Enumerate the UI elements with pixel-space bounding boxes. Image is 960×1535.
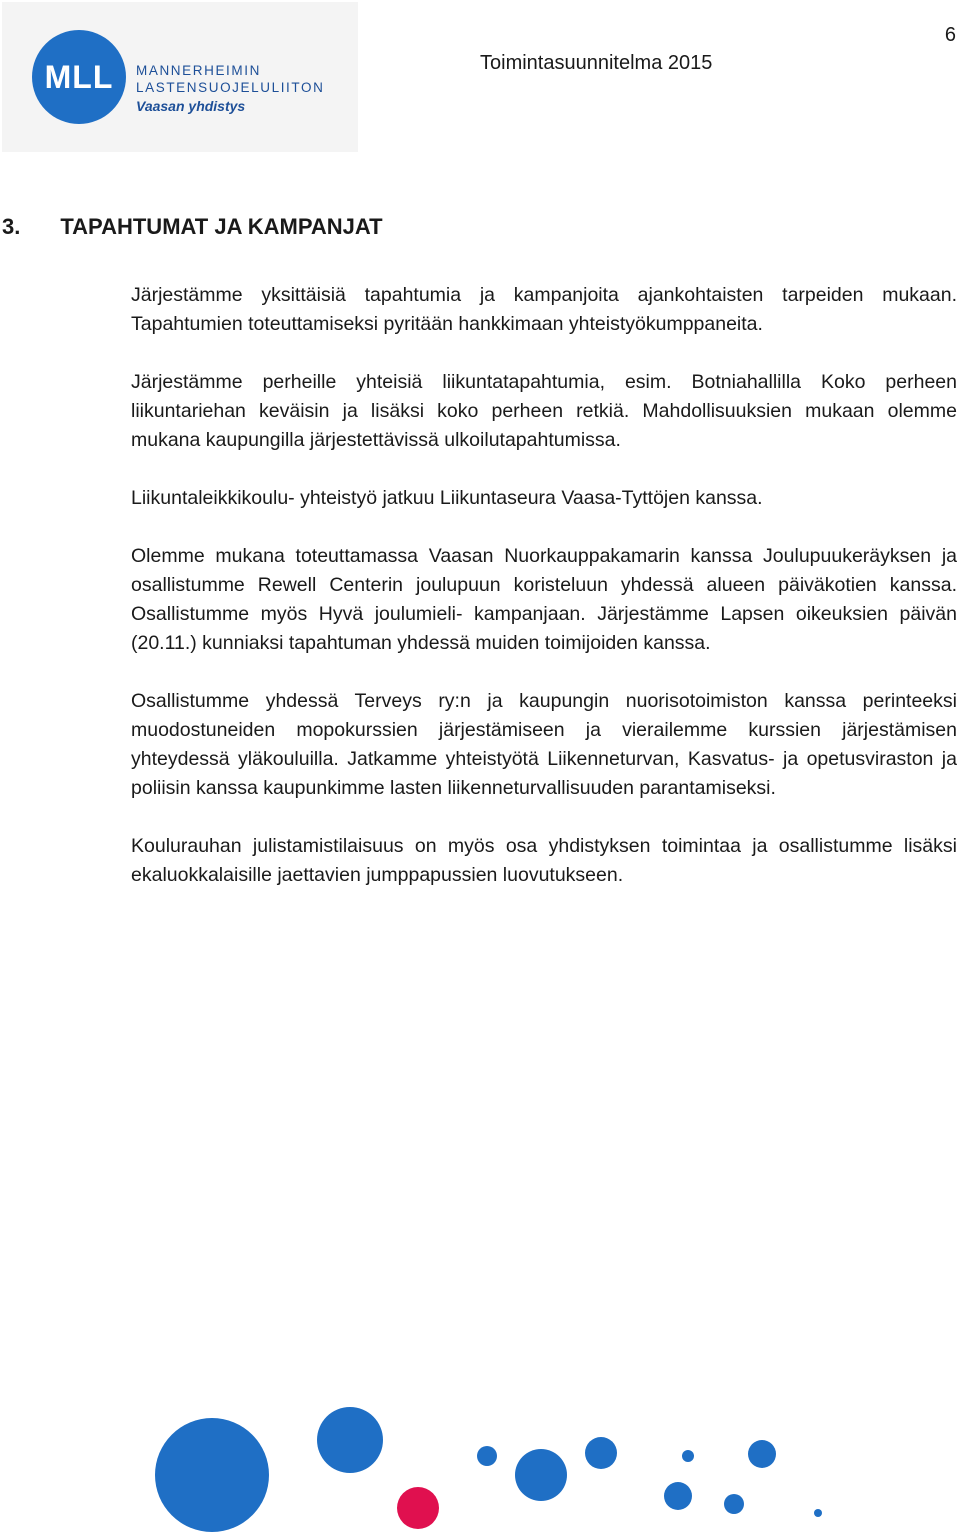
logo-line-1: MANNERHEIMIN	[136, 63, 261, 78]
logo-line-3: Vaasan yhdistys	[136, 98, 246, 114]
paragraph: Koulurauhan julistamistilaisuus on myös osa yhdistyksen toimintaa ja osallistumme lisäksi ekaluokkalaisille jaettavien jumppapussien luovutukseen.	[131, 835, 957, 886]
decorative-dot	[585, 1437, 617, 1469]
decorative-dot	[155, 1418, 269, 1532]
decorative-dot	[682, 1450, 694, 1462]
decorative-dot	[477, 1446, 497, 1466]
body-text	[131, 281, 957, 919]
logo-line-2: LASTENSUOJELULIITON	[136, 80, 325, 95]
page-number: 6	[944, 24, 956, 46]
paragraph: Liikuntaleikkikoulu- yhteistyö jatkuu Liikuntaseura Vaasa-Tyttöjen kanssa.	[131, 487, 763, 509]
organization-logo	[2, 2, 358, 152]
logo-wordmark	[136, 62, 324, 115]
paragraph: Osallistumme yhdessä Terveys ry:n ja kaupungin nuorisotoimiston kanssa perinteeksi muodostuneiden mopokurssien järjestämiseen ja vierailemme kurssien järjestämisen yhteydessä yläkouluilla. Jatkamme yhteistyötä Liikenneturvan, Kasvatus- ja opetusviraston ja poliisin kanssa kaupunkimme lasten liikenneturvallisuuden parantamiseksi.	[131, 690, 957, 799]
mll-logo-mark	[32, 30, 126, 124]
paragraph: Järjestämme yksittäisiä tapahtumia ja kampanjoita ajankohtaisten tarpeiden mukaan. Tapahtumien toteuttamiseksi pyritään hankkimaan yhteistyökumppaneita.	[131, 284, 957, 335]
decorative-dot	[814, 1509, 822, 1517]
document-title: Toimintasuunnitelma 2015	[480, 52, 713, 74]
decorative-dots	[0, 1390, 960, 1535]
decorative-dot	[317, 1407, 383, 1473]
decorative-dot	[664, 1482, 692, 1510]
decorative-dot	[397, 1487, 439, 1529]
paragraph: Olemme mukana toteuttamassa Vaasan Nuorkauppakamarin kanssa Joulupuukeräyksen ja osallistumme Rewell Centerin joulupuun koristeluun yhdessä alueen päiväkotien kanssa. Osallistumme myös Hyvä joulumieli- kampanjaan. Järjestämme Lapsen oikeuksien päivän (20.11.) kunniaksi tapahtuman yhdessä muiden toimijoiden kanssa.	[131, 545, 957, 654]
decorative-dot	[748, 1440, 776, 1468]
section-title: TAPAHTUMAT JA KAMPANJAT	[60, 214, 383, 239]
logo-mark-text: MLL	[44, 58, 114, 95]
decorative-dot	[724, 1494, 744, 1514]
decorative-dot	[515, 1449, 567, 1501]
paragraph: Järjestämme perheille yhteisiä liikuntatapahtumia, esim. Botniahallilla Koko perheen liikuntariehan keväisin ja lisäksi koko perheen retkiä. Mahdollisuuksien mukaan olemme mukana kaupungilla järjestettävissä ulkoilutapahtumissa.	[131, 371, 957, 451]
section-number: 3.	[2, 214, 21, 239]
section-heading	[2, 214, 383, 240]
